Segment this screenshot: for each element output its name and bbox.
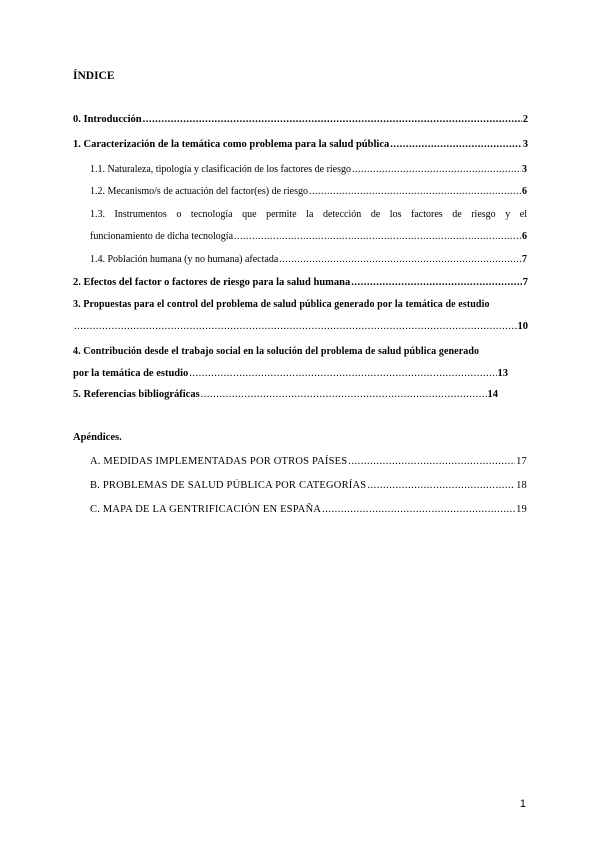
toc-entry-label: 1.4. Población humana (y no humana) afectada xyxy=(90,254,279,265)
leader-dots xyxy=(201,388,487,402)
toc-entry-3[interactable] xyxy=(73,298,528,334)
leader-dots xyxy=(390,138,522,152)
toc-page-number: 2 xyxy=(522,114,528,125)
toc-entry-label: 0. Introducción xyxy=(73,114,142,125)
toc-entry-1[interactable] xyxy=(73,138,528,152)
toc-entry-1-1[interactable] xyxy=(90,163,527,177)
appendix-page-number: 17 xyxy=(516,456,527,467)
toc-entry-label-line2: funcionamiento de dicha tecnología xyxy=(90,231,234,242)
leader-dots xyxy=(234,230,521,244)
index-title: ÍNDICE xyxy=(73,70,115,82)
toc-page-number: 10 xyxy=(517,321,528,332)
leader-dots xyxy=(367,479,515,493)
appendix-b[interactable] xyxy=(90,479,527,493)
toc-entry-label-line1: 4. Contribución desde el trabajo social en la solución del problema de salud pública generado xyxy=(73,346,480,357)
toc-entry-1-2[interactable] xyxy=(90,185,527,199)
toc-entry-label: 1.1. Naturaleza, tipología y clasificación de los factores de riesgo xyxy=(90,164,352,175)
toc-page-number: 3 xyxy=(522,164,527,175)
appendix-label: C. MAPA DE LA GENTRIFICACIÓN EN ESPAÑA xyxy=(90,504,322,515)
toc-page-number: 6 xyxy=(522,231,527,242)
leader-dots xyxy=(348,455,515,469)
toc-entry-2[interactable] xyxy=(73,276,528,290)
toc-entry-1-3[interactable] xyxy=(90,208,527,244)
toc-page-number: 7 xyxy=(522,254,527,265)
appendix-label: A. MEDIDAS IMPLEMENTADAS POR OTROS PAÍSES xyxy=(90,456,348,467)
toc-entry-label-line1: 1.3. Instrumentos o tecnología que permite la detección de los factores de riesgo y el xyxy=(90,209,527,220)
leader-dots xyxy=(351,276,521,290)
leader-dots xyxy=(352,163,521,177)
toc-entry-label: 3. Propuestas para el control del problema de salud pública generado por la temática de estudio xyxy=(73,299,490,310)
toc-page-number: 14 xyxy=(487,389,498,400)
leader-dots xyxy=(322,503,515,517)
appendix-label: B. PROBLEMAS DE SALUD PÚBLICA POR CATEGORÍAS xyxy=(90,480,367,491)
toc-entry-0[interactable] xyxy=(73,113,528,127)
toc-entry-4[interactable] xyxy=(73,345,528,381)
leader-dots xyxy=(189,367,496,381)
appendix-a[interactable] xyxy=(90,455,527,469)
toc-entry-label-line2: por la temática de estudio xyxy=(73,368,189,379)
leader-dots xyxy=(309,185,521,199)
toc-page-number: 7 xyxy=(522,277,528,288)
toc-page-number: 13 xyxy=(497,368,508,379)
toc-entry-label: 5. Referencias bibliográficas xyxy=(73,389,200,400)
toc-entry-1-4[interactable] xyxy=(90,253,527,267)
appendix-page-number: 18 xyxy=(516,480,527,491)
page-number: 1 xyxy=(519,798,526,810)
appendices-title-text: Apéndices. xyxy=(73,432,122,443)
leader-dots xyxy=(143,113,522,127)
leader-dots xyxy=(279,253,521,267)
toc-page-number: 3 xyxy=(522,139,528,150)
toc-entry-5[interactable] xyxy=(73,388,498,402)
appendix-c[interactable] xyxy=(90,503,527,517)
toc-entry-label: 2. Efectos del factor o factores de riesgo para la salud humana xyxy=(73,277,351,288)
toc-entry-label: 1.2. Mecanismo/s de actuación del factor(es) de riesgo xyxy=(90,186,308,197)
appendices-heading xyxy=(73,431,273,445)
toc-page-number: 6 xyxy=(522,186,527,197)
appendix-page-number: 19 xyxy=(516,504,527,515)
toc-entry-label: 1. Caracterización de la temática como problema para la salud pública xyxy=(73,139,390,150)
leader-dots xyxy=(74,320,517,334)
